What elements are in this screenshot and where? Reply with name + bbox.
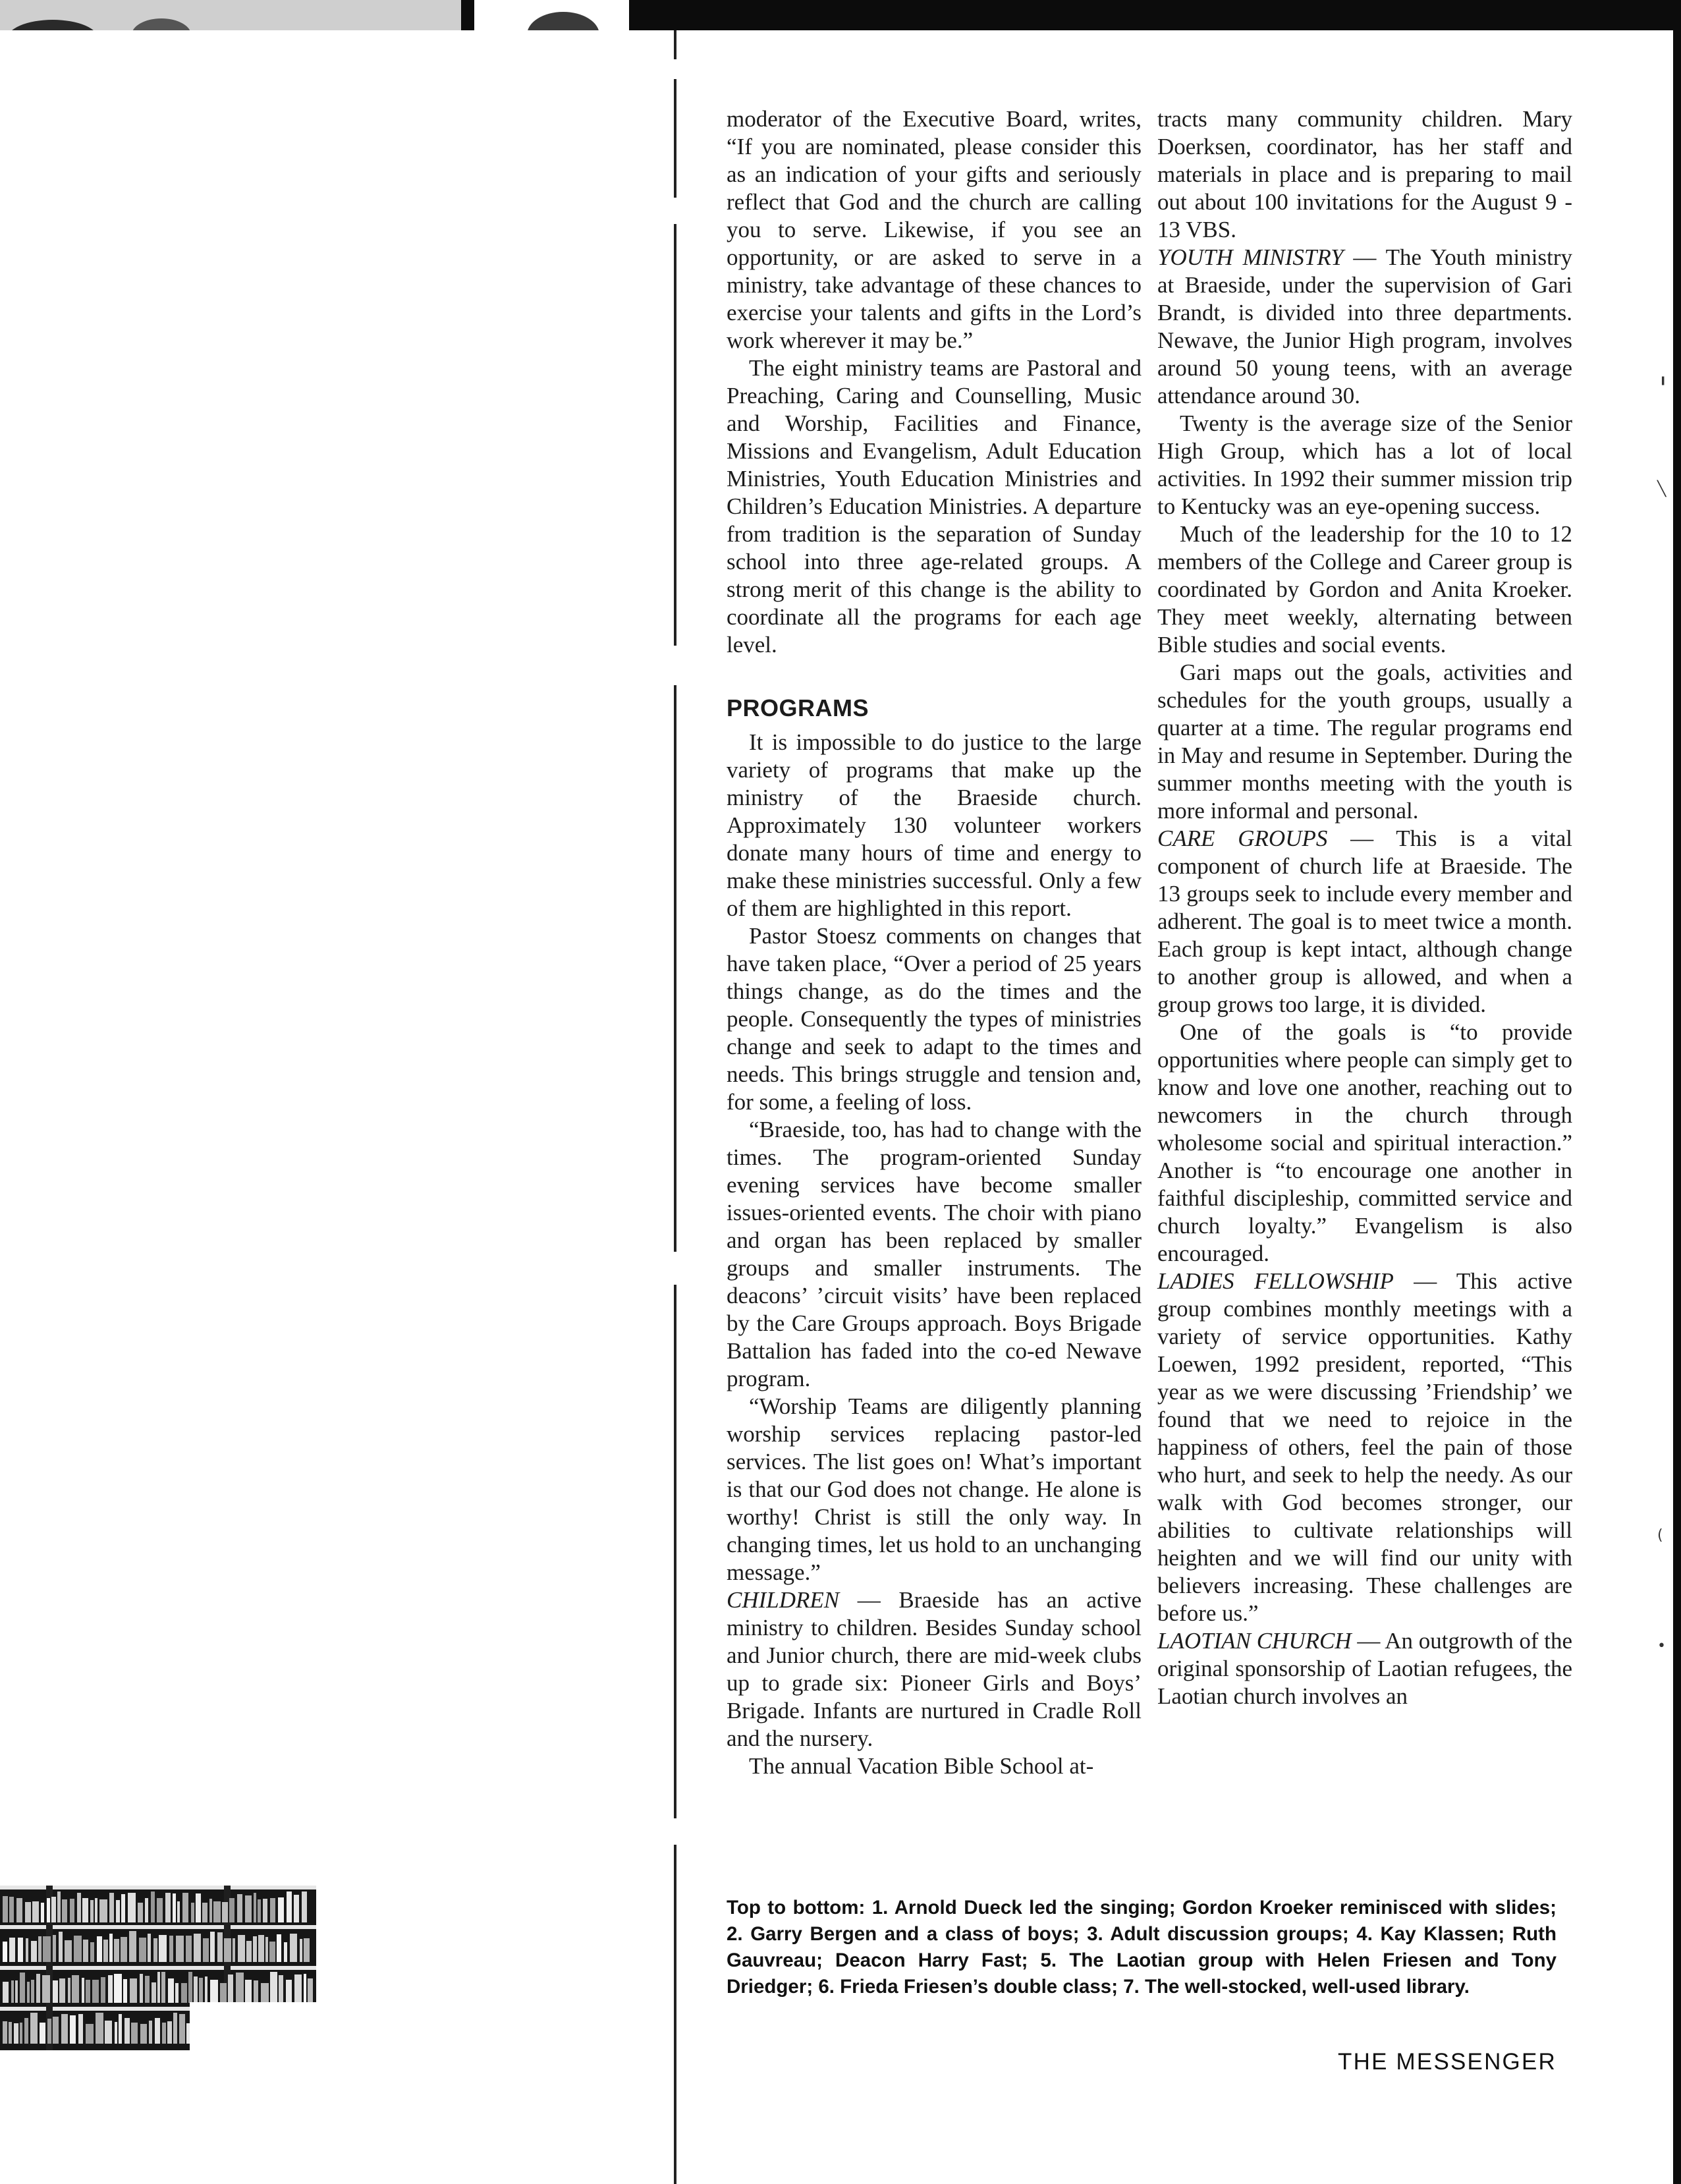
book-spine <box>224 1938 231 1962</box>
book-spine <box>261 1983 269 2003</box>
book-spine <box>114 1939 119 1962</box>
book-spine <box>121 1937 127 1962</box>
book-spine <box>86 1980 90 2003</box>
book-spine <box>263 1899 267 1922</box>
book-spine <box>3 1896 8 1922</box>
book-spine <box>3 1982 9 2003</box>
book-spine <box>155 2018 160 2044</box>
gutter-gap <box>672 59 678 79</box>
book-spine <box>139 1938 146 1962</box>
book-spine <box>145 1976 150 2003</box>
book-spine <box>284 1942 287 1962</box>
paragraph: It is impossible to do justice to the large variety of programs that make up the ministry of the Braeside church. Approximately 130 volunteer workers donate many hours of time and energy to make these ministries successful. Only a few of them are highlighted in this report. <box>727 729 1142 921</box>
book-spine <box>152 1982 156 2003</box>
book-spine <box>51 1897 56 1922</box>
book-spine <box>205 1976 207 2003</box>
book-spine <box>222 1902 228 1922</box>
book-spine <box>254 1980 258 2003</box>
paragraph: moderator of the Executive Board, writes, “If you are nominated, please consider this as an indication of your gifts and seriously reflect that God and the church are calling you to serve. Likewise, if you see an opportunity, or are asked to serve in a ministry, take advantage of these chances to exercise your talents and gifts in the Lord’s work wherever it may be.” <box>727 106 1142 353</box>
book-spine <box>176 1936 184 1962</box>
book-spine <box>287 1891 292 1922</box>
paragraph: “Worship Teams are diligently planning worship services replacing pastor-led services. The list goes on! What’s important is that our God does not change. He alone is worthy! Christ is still the only way. In changing times, let us hold to an unchanging message.” <box>727 1393 1142 1585</box>
book-spine <box>11 1980 14 2003</box>
book-spine <box>210 1980 218 2003</box>
book-spine <box>269 1942 275 1962</box>
book-spine <box>74 1936 82 1962</box>
article-column-1 <box>727 105 1142 1780</box>
run-in-heading-youth-ministry: YOUTH MINISTRY <box>1157 244 1344 270</box>
book-spine <box>124 2018 130 2044</box>
section-heading-programs: PROGRAMS <box>727 694 869 721</box>
book-spine <box>179 2014 185 2044</box>
book-spine <box>42 1975 50 2003</box>
book-spine <box>9 2022 12 2044</box>
scan-edge-mark: ╻ <box>1659 369 1668 385</box>
book-spine <box>202 1903 207 1922</box>
run-in-heading-ladies-fellowship: LADIES FELLOWSHIP <box>1157 1268 1394 1294</box>
paragraph-laotian-church <box>1157 1627 1572 1710</box>
book-spine <box>3 1942 7 1962</box>
book-spine <box>114 1974 122 2003</box>
book-spine <box>25 1902 31 1922</box>
paragraph-care-groups <box>1157 825 1572 1019</box>
book-spine <box>228 1974 233 2003</box>
book-spine <box>209 1899 212 1922</box>
book-spine <box>159 1935 167 1962</box>
paragraph-text: — This active group combines monthly meetings with a variety of service opportunities. Kathy Loewen, 1992 president, reported, “This year as we were discussing ’Friendship’ we found that we need to rejoice in the happiness of others, feel the pain of those who hurt, and seek to help the needy. As our walk with God becomes stronger, our abilities to cultivate relationships will heighten and we will find our unity with believers increasing. These challenges are before us.” <box>1157 1268 1572 1626</box>
book-spine <box>265 1937 268 1962</box>
book-spine <box>140 2024 147 2044</box>
book-spine <box>294 1974 302 2003</box>
book-spine <box>199 1978 203 2003</box>
book-spine <box>83 1940 88 1962</box>
paragraph-children <box>727 1586 1142 1752</box>
book-spine <box>31 1941 37 1962</box>
book-spine <box>175 1983 179 2003</box>
cropped-photo-top-right <box>474 0 629 30</box>
book-spine <box>99 1899 107 1922</box>
book-spine <box>116 1900 120 1922</box>
book-spine <box>20 1973 25 2003</box>
book-spine <box>236 1973 244 2003</box>
paragraph: The annual Vacation Bible School at- <box>749 1753 1094 1779</box>
book-spine <box>96 2013 103 2044</box>
book-spine <box>279 1975 283 2003</box>
book-spine <box>278 1897 284 1922</box>
book-spine <box>59 1932 63 1962</box>
paragraph-text: — An outgrowth of the original sponsorship of Laotian refugees, the Laotian church involves an <box>1157 1628 1573 1709</box>
page-gutter-line <box>674 30 676 2184</box>
book-spine <box>90 1942 94 1962</box>
book-spine <box>165 1893 171 1922</box>
run-in-heading-laotian-church: LAOTIAN CHURCH <box>1157 1628 1352 1654</box>
book-spine <box>97 1936 102 1962</box>
gutter-gap <box>672 1252 678 1285</box>
book-spine <box>16 1898 22 1922</box>
book-spine <box>186 1936 192 1962</box>
book-spine <box>254 1893 256 1922</box>
book-spine <box>300 1939 302 1962</box>
book-spine <box>119 2014 122 2044</box>
book-spine <box>3 2021 7 2044</box>
paragraph: “Braeside, too, has had to change with the times. The program-oriented Sunday evening services have become smaller issues-oriented events. The choir with piano and organ has been replaced by smaller groups and smaller instruments. The deacons’ ’circuit visits’ have been replaced by the Care Groups approach. Boys Brigade Battalion has faded into the co-ed Newave program. <box>727 1117 1142 1391</box>
book-spine <box>41 1903 44 1922</box>
paragraph-text: — This is a vital component of church life at Braeside. The 13 groups seek to include every member and adherent. The goal is to meet twice a month. Each group is kept intact, although change to another group is allowed, and when a group grows too large, it is divided. <box>1157 826 1572 1017</box>
book-spine <box>194 1976 198 2003</box>
book-spine <box>18 1938 23 1962</box>
book-spine <box>59 1978 65 2003</box>
book-spine <box>162 2023 166 2044</box>
book-spine <box>253 1936 257 1962</box>
book-spine <box>20 2023 22 2044</box>
book-spine <box>82 1898 88 1922</box>
publication-footer: THE MESSENGER <box>1338 2049 1557 2075</box>
book-spine <box>161 1972 165 2003</box>
paragraph-youth-ministry <box>1157 244 1572 410</box>
book-spine <box>38 1936 41 1962</box>
book-spine <box>277 1934 281 1962</box>
run-in-heading-children: CHILDREN <box>727 1587 840 1613</box>
book-spine <box>246 1941 252 1962</box>
book-spine <box>151 1891 155 1922</box>
book-spine <box>229 1898 234 1922</box>
book-spine <box>210 1932 215 1962</box>
book-spine <box>103 1940 108 1962</box>
book-spine <box>77 1893 81 1922</box>
book-spine <box>32 1901 39 1922</box>
book-spine <box>61 2014 68 2044</box>
book-spine <box>157 1972 160 2003</box>
book-spine <box>213 1901 221 1922</box>
book-spine <box>109 1893 114 1922</box>
book-spine <box>90 1900 94 1922</box>
book-spine <box>168 1978 174 2003</box>
book-spine <box>24 2018 28 2044</box>
photo-crop-mask <box>190 2002 316 2050</box>
book-spine <box>123 1979 127 2003</box>
paragraph: Gari maps out the goals, activities and schedules for the youth groups, usually a quarter at a time. The regular programs end in May and resume in September. During the summer months meeting with the youth is more informal and personal. <box>1157 659 1572 824</box>
book-spine <box>70 2015 76 2044</box>
book-spine <box>177 1901 180 1922</box>
book-spine <box>27 1982 30 2003</box>
paragraph-text: — Braeside has an active ministry to children. Besides Sunday school and Junior church, there are mid-week clubs up to grade six: Pioneer Girls and Boys’ Brigade. Infants are nurtured in Cradle Roll and the nursery. <box>727 1587 1142 1751</box>
book-spine <box>140 1974 143 2003</box>
book-spine <box>191 1903 194 1922</box>
paragraph: tracts many community children. Mary Doerksen, coordinator, has her staff and materials in place and is preparing to mail out about 100 invitations for the August 9 - 13 VBS. <box>1157 106 1572 242</box>
book-spine <box>9 1938 15 1962</box>
book-spine <box>245 1980 252 2003</box>
gutter-gap <box>672 198 678 224</box>
book-spine <box>258 1899 261 1922</box>
scan-edge-mark: ╲ <box>1657 481 1667 497</box>
book-spine <box>258 1935 264 1962</box>
paragraph: Pastor Stoesz comments on changes that have taken place, “Over a period of 25 years things change, as do the times and the people. Consequently the types of ministries change and seek to adapt to the times and needs. This brings struggle and tension and, for some, a feeling of loss. <box>727 923 1142 1115</box>
scan-right-edge <box>1673 0 1681 2184</box>
book-spine <box>149 2021 152 2044</box>
book-spine <box>294 1895 299 1922</box>
book-spine <box>128 1893 136 1922</box>
book-spine <box>78 2014 83 2044</box>
scan-edge-mark: ( <box>1657 1527 1663 1544</box>
book-spine <box>304 1974 306 2003</box>
book-spine <box>53 1980 58 2003</box>
article-column-2 <box>1157 105 1572 1710</box>
book-spine <box>53 1935 56 1962</box>
book-spine <box>26 1938 28 1962</box>
book-spine <box>101 1977 105 2003</box>
photo-caption: Top to bottom: 1. Arnold Dueck led the singing; Gordon Kroeker reminisced with slides; 2. Garry Bergen and a class of boys; 3. Adult discussion groups; 4. Kay Klassen; Ruth Gauvreau; Deacon Harry Fast; 5. The Laotian group with Helen Friesen and Tony Driedger; 6. Frieda Friesen’s double class; 7. The well-stocked, well-used library. <box>727 1897 1557 1998</box>
book-spine <box>220 1983 227 2003</box>
book-spine <box>217 1932 223 1962</box>
book-spine <box>105 2021 112 2044</box>
paragraph: Much of the leadership for the 10 to 12 members of the College and Career group is coordinated by Gordon and Anita Kroeker. They meet weekly, alternating between Bible studies and social events. <box>1157 521 1572 658</box>
book-spine <box>47 2019 51 2044</box>
book-spine <box>82 1978 84 2003</box>
book-spine <box>270 1898 275 1922</box>
book-spine <box>65 1940 72 1962</box>
cropped-photo-top-left <box>0 0 461 30</box>
book-spine <box>302 1891 307 1922</box>
book-spine <box>203 1938 209 1962</box>
book-spine <box>194 1934 201 1962</box>
scan-edge-mark: • <box>1657 1638 1666 1654</box>
book-spine <box>173 1893 176 1922</box>
book-spine <box>167 2021 172 2044</box>
book-spine <box>15 1980 18 2003</box>
book-spine <box>86 2024 94 2044</box>
book-spine <box>31 1980 34 2003</box>
book-spine <box>9 1897 14 1922</box>
book-spine <box>238 1935 245 1962</box>
run-in-heading-care-groups: CARE GROUPS <box>1157 826 1328 851</box>
book-spine <box>237 1894 242 1922</box>
book-spine <box>115 2022 117 2044</box>
book-spine <box>68 1978 70 2003</box>
book-spine <box>57 1891 61 1922</box>
paragraph: The eight ministry teams are Pastoral and Preaching, Caring and Counselling, Music and Worship, Facilities and Finance, Missions and Evangelism, Adult Education Ministries, Youth Education Ministries and Children’s Education Ministries. A departure from tradition is the separation of Sunday school into three age-related groups. A strong merit of this change is the ability to coordinate all the programs for each age level. <box>727 355 1142 658</box>
book-spine <box>70 1899 74 1922</box>
book-spine <box>304 1938 310 1962</box>
book-spine <box>121 1894 125 1922</box>
paragraph: One of the goals is “to provide opportunities where people can simply get to know and love one another, reaching out to newcomers in the church through wholesome social and spiritual interaction.” Another is “to encourage one another in faithful discipleship, committed service and church loyalty.” Evangelism is also encouraged. <box>1157 1019 1572 1266</box>
book-spine <box>62 1899 67 1922</box>
book-spine <box>308 1978 313 2003</box>
book-spine <box>131 2023 138 2044</box>
library-photo <box>0 1886 316 2050</box>
gutter-gap <box>672 646 678 685</box>
book-spine <box>92 1980 99 2003</box>
book-spine <box>95 1898 97 1922</box>
book-spine <box>182 1893 188 1922</box>
book-spine <box>270 1972 277 2003</box>
book-spine <box>138 1903 143 1922</box>
book-spine <box>188 1972 192 2003</box>
gutter-gap <box>672 1818 678 1845</box>
book-spine <box>153 1938 157 1962</box>
book-spine <box>40 2023 45 2044</box>
book-spine <box>36 1974 40 2003</box>
paragraph-text: — The Youth ministry at Braeside, under the supervision of Gari Brandt, is divided into three departments. Newave, the Junior High program, involves around 50 young teens, with an average attendance around 30. <box>1157 244 1573 408</box>
book-spine <box>290 1934 297 1962</box>
book-spine <box>233 1938 235 1962</box>
book-spine <box>196 1893 201 1922</box>
book-spine <box>108 1975 113 2003</box>
book-spine <box>157 1898 163 1922</box>
book-spine <box>43 1936 51 1962</box>
book-spine <box>169 1936 173 1962</box>
book-spine <box>14 2023 18 2044</box>
book-spine <box>148 1934 151 1962</box>
book-spine <box>30 2013 38 2044</box>
book-spine <box>129 1931 136 1962</box>
book-spine <box>181 1983 187 2003</box>
book-spine <box>145 1898 148 1922</box>
paragraph-ladies-fellowship <box>1157 1268 1572 1627</box>
book-spine <box>72 1975 79 2003</box>
book-spine <box>47 1898 50 1922</box>
book-spine <box>109 1934 113 1962</box>
book-spine <box>53 2017 59 2044</box>
book-spine <box>245 1895 252 1922</box>
book-spine <box>173 2013 177 2044</box>
paragraph: Twenty is the average size of the Senior High Group, which has a lot of local activities. In 1992 their summer mission trip to Kentucky was an eye-opening success. <box>1157 410 1572 519</box>
book-spine <box>286 1980 292 2003</box>
book-spine <box>130 1978 137 2003</box>
